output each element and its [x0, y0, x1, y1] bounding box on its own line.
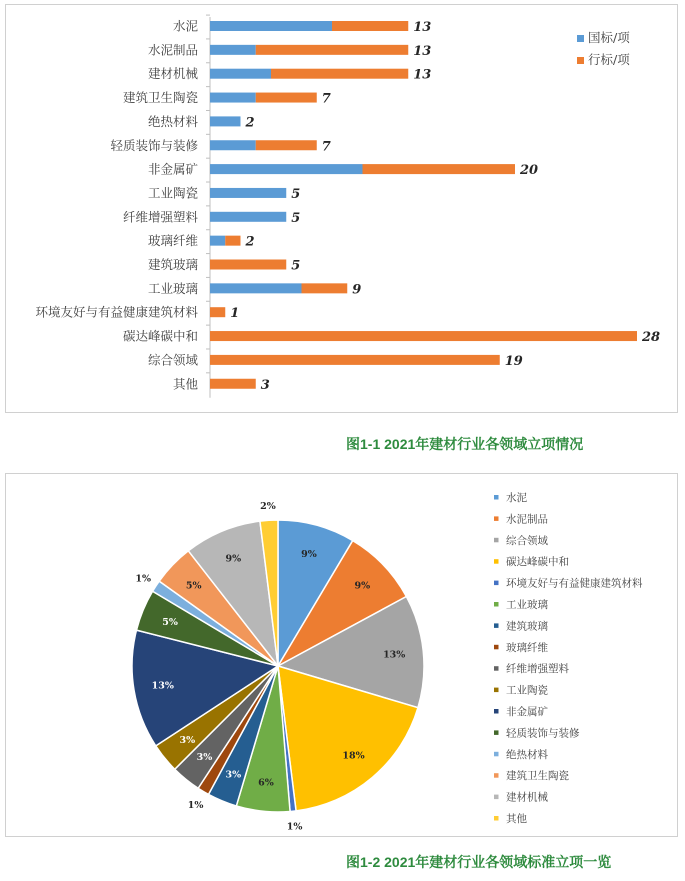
legend-label: 纤维增强塑料: [506, 663, 569, 676]
legend-label: 环境友好与有益健康建筑材料: [506, 577, 643, 590]
bar-segment: [210, 379, 256, 389]
category-label: 水泥: [172, 18, 198, 34]
bar-segment: [332, 21, 408, 31]
category-label: 水泥制品: [147, 42, 198, 58]
category-label: 轻质装饰与装修: [110, 137, 198, 153]
bar-total-label: 7: [321, 91, 331, 107]
bar-segment: [256, 93, 317, 103]
legend-label: 碳达峰碳中和: [506, 556, 569, 569]
bar-segment: [210, 188, 286, 198]
bar-total-label: 20: [520, 163, 539, 179]
pie-percent-label: 13%: [151, 680, 174, 692]
pie-percent-label: 3%: [196, 752, 213, 764]
category-label: 建材机械: [147, 66, 198, 82]
category-label: 建筑玻璃: [147, 257, 198, 272]
bar-segment: [256, 140, 317, 150]
bar-total-label: 5: [291, 186, 301, 202]
bar-total-label: 9: [352, 282, 362, 298]
legend-swatch: [494, 688, 499, 693]
bar-total-label: 5: [291, 258, 301, 274]
bar-segment: [210, 260, 286, 270]
pie-percent-label: 6%: [258, 777, 274, 789]
bar-total-label: 13: [413, 67, 432, 83]
legend-swatch: [494, 816, 499, 821]
legend-swatch: [494, 495, 499, 500]
bar-segment: [210, 236, 225, 246]
bar-segment: [210, 212, 286, 222]
bar-segment: [256, 45, 409, 55]
pie-percent-label: 3%: [179, 735, 196, 747]
legend-label: 建材机械: [506, 791, 548, 804]
bar-segment: [363, 164, 516, 174]
bar-total-label: 7: [321, 139, 331, 155]
legend-label: 工业陶瓷: [506, 684, 548, 697]
legend-swatch: [494, 645, 499, 650]
pie-percent-label: 9%: [354, 580, 371, 592]
legend-swatch: [577, 57, 584, 64]
legend-label: 建筑卫生陶瓷: [506, 770, 569, 783]
figure-caption-2: 图1-2 2021年建材行业各领域标准立项一览: [346, 854, 612, 870]
legend-swatch: [494, 559, 499, 564]
bar-total-label: 5: [291, 210, 301, 226]
pie-percent-label: 9%: [225, 553, 242, 565]
bar-segment: [271, 69, 408, 79]
legend-label: 绝热材料: [506, 748, 548, 761]
bar-chart-panel: [5, 4, 678, 413]
bar-segment: [210, 355, 500, 365]
category-label: 绝热材料: [147, 113, 198, 129]
legend-swatch: [494, 795, 499, 800]
pie-percent-label: 5%: [162, 616, 178, 628]
legend-swatch: [494, 666, 499, 671]
category-label: 非金属矿: [147, 161, 198, 177]
pie-chart: [6, 474, 677, 836]
pie-percent-label: 9%: [301, 548, 317, 560]
pie-percent-label: 1%: [286, 821, 303, 833]
legend-label: 水泥制品: [506, 513, 548, 526]
category-label: 环境友好与有益健康建筑材料: [35, 304, 198, 320]
legend-swatch: [494, 623, 499, 628]
legend-swatch: [494, 709, 499, 714]
pie-percent-label: 1%: [135, 573, 152, 585]
legend-swatch: [577, 35, 584, 42]
bar-total-label: 13: [413, 20, 432, 35]
legend-label: 非金属矿: [506, 706, 548, 718]
bar-segment: [302, 283, 348, 293]
bar-segment: [210, 116, 241, 126]
legend-swatch: [494, 752, 499, 757]
category-label: 碳达峰碳中和: [122, 328, 198, 344]
bar-segment: [210, 283, 302, 293]
bar-total-label: 2: [245, 234, 255, 250]
bar-segment: [210, 21, 332, 31]
bar-segment: [210, 331, 637, 341]
category-label: 工业陶瓷: [147, 185, 198, 201]
legend-label: 综合领域: [506, 534, 548, 547]
bar-total-label: 19: [504, 353, 523, 369]
category-label: 纤维增强塑料: [122, 209, 198, 225]
bar-total-label: 13: [413, 43, 432, 59]
figure-caption-1: 图1-1 2021年建材行业各领域立项情况: [346, 436, 584, 452]
category-label: 玻璃纤维: [147, 233, 198, 249]
bar-segment: [210, 93, 256, 103]
legend-label: 玻璃纤维: [506, 641, 548, 654]
bar-segment: [210, 45, 256, 55]
pie-percent-label: 5%: [185, 580, 202, 592]
bar-total-label: 2: [245, 115, 255, 131]
bar-total-label: 3: [260, 377, 270, 393]
legend-swatch: [494, 581, 499, 586]
legend-label: 工业玻璃: [506, 599, 548, 611]
bar-total-label: 1: [230, 306, 240, 322]
category-label: 建筑卫生陶瓷: [122, 90, 198, 106]
category-label: 其他: [172, 376, 198, 392]
pie-percent-label: 1%: [187, 799, 204, 811]
bar-chart: [6, 5, 677, 412]
legend-swatch: [494, 516, 499, 521]
bar-segment: [210, 307, 225, 317]
legend-swatch: [494, 538, 499, 543]
category-label: 综合领域: [147, 352, 198, 368]
legend-label: 其他: [506, 813, 527, 825]
bar-segment: [210, 164, 363, 174]
bar-segment: [210, 69, 271, 79]
legend-swatch: [494, 730, 499, 735]
legend-swatch: [494, 602, 499, 607]
pie-percent-label: 2%: [260, 500, 276, 512]
legend-swatch: [494, 773, 499, 778]
pie-percent-label: 18%: [342, 750, 365, 762]
bar-total-label: 28: [642, 330, 661, 346]
bar-segment: [225, 236, 240, 246]
legend-label: 轻质装饰与装修: [506, 727, 580, 740]
pie-percent-label: 13%: [383, 649, 406, 661]
legend-label: 建筑玻璃: [506, 620, 548, 633]
legend-label: 国标/项: [588, 30, 630, 45]
pie-percent-label: 3%: [225, 769, 242, 781]
bar-segment: [210, 140, 256, 150]
pie-chart-panel: [5, 473, 678, 837]
legend-label: 水泥: [506, 492, 527, 504]
category-label: 工业玻璃: [147, 280, 198, 296]
legend-label: 行标/项: [588, 52, 630, 67]
